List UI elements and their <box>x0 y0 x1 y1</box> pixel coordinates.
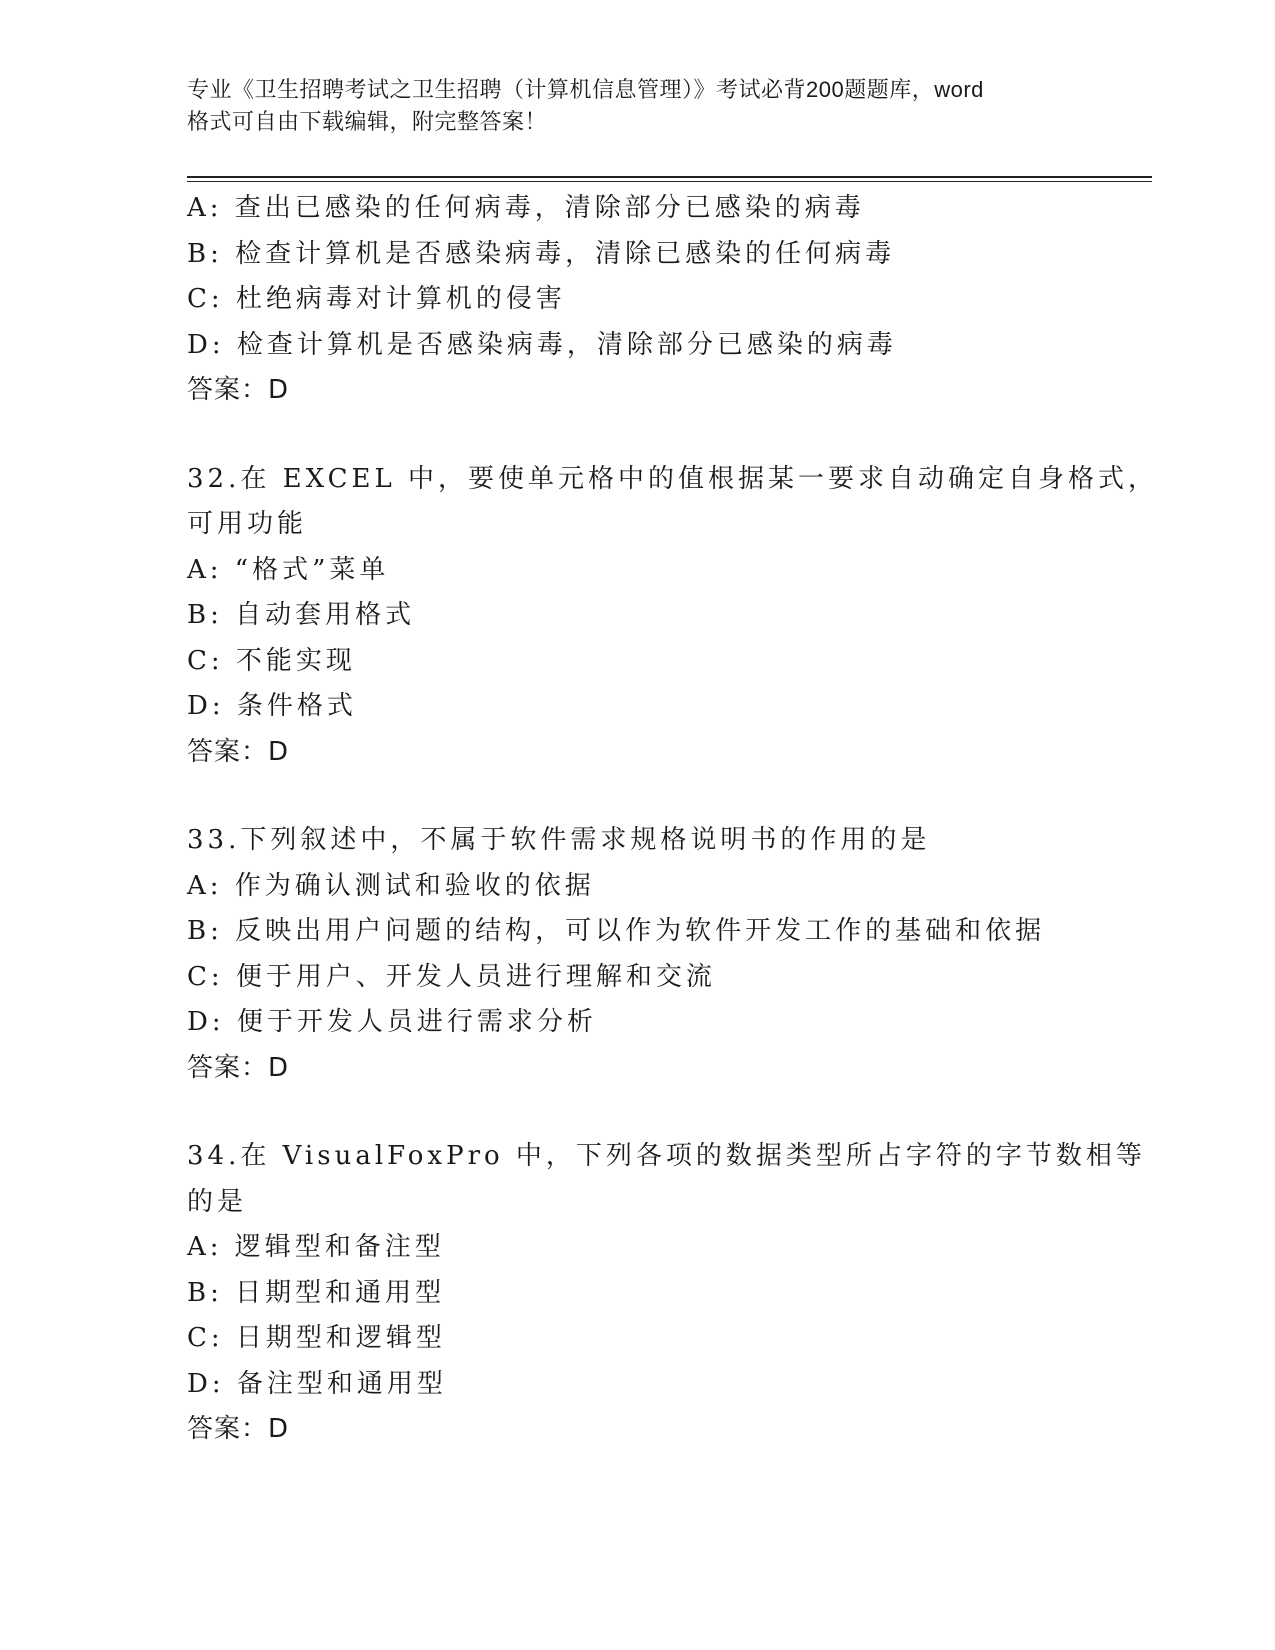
answer-line: 答案：D <box>187 1414 290 1444</box>
header-title-line-1: 专业《卫生招聘考试之卫生招聘（计算机信息管理）》考试必背200题题库，word <box>187 77 984 102</box>
question-33 <box>187 818 1087 1091</box>
header-divider-thick <box>187 176 1152 178</box>
option-a: A: “格式”菜单 <box>187 554 390 585</box>
question-text-line-2: 可用功能 <box>187 509 308 539</box>
question-text-line-1: 33.下列叙述中，不属于软件需求规格说明书的作用的是 <box>187 825 931 855</box>
question-text-line-2: 的是 <box>187 1186 248 1217</box>
question-32 <box>187 457 1159 776</box>
option-b: B: 自动套用格式 <box>187 600 416 630</box>
header-title-line-2: 格式可自由下载编辑，附完整答案！ <box>187 109 548 134</box>
answer-line: 答案：D <box>187 1052 290 1083</box>
question-list <box>187 186 1159 1453</box>
spacer <box>187 414 1087 457</box>
option-d: D: 备注型和通用型 <box>187 1368 447 1399</box>
option-c: C: 杜绝病毒对计算机的侵害 <box>187 284 566 314</box>
option-b: B: 检查计算机是否感染病毒，清除已感染的任何病毒 <box>187 238 896 269</box>
spacer <box>187 775 1087 818</box>
spacer <box>187 1091 1087 1134</box>
answer-line: 答案：D <box>187 736 290 767</box>
option-d: D: 条件格式 <box>187 691 357 721</box>
option-c: C: 便于用户、开发人员进行理解和交流 <box>187 961 716 992</box>
question-text-line-1: 32.在 EXCEL 中，要使单元格中的值根据某一要求自动确定自身格式， <box>187 463 1159 494</box>
option-a: A: 逻辑型和备注型 <box>187 1232 445 1262</box>
option-a: A: 查出已感染的任何病毒，清除部分已感染的病毒 <box>187 193 865 223</box>
header-divider-thin <box>187 181 1152 182</box>
option-c: C: 日期型和逻辑型 <box>187 1323 446 1353</box>
answer-line: 答案：D <box>187 375 290 405</box>
question-34 <box>187 1134 1146 1453</box>
option-d: D: 检查计算机是否感染病毒，清除部分已感染的病毒 <box>187 329 897 360</box>
option-b: B: 反映出用户问题的结构，可以作为软件开发工作的基础和依据 <box>187 916 1046 946</box>
option-b: B: 日期型和通用型 <box>187 1277 446 1308</box>
option-d: D: 便于开发人员进行需求分析 <box>187 1007 597 1037</box>
option-a: A: 作为确认测试和验收的依据 <box>187 870 595 901</box>
question-31 <box>187 186 1087 414</box>
question-text-line-1: 34.在 VisualFoxPro 中，下列各项的数据类型所占字符的字节数相等 <box>187 1141 1146 1171</box>
option-c: C: 不能实现 <box>187 645 356 676</box>
document-header <box>187 74 1087 138</box>
